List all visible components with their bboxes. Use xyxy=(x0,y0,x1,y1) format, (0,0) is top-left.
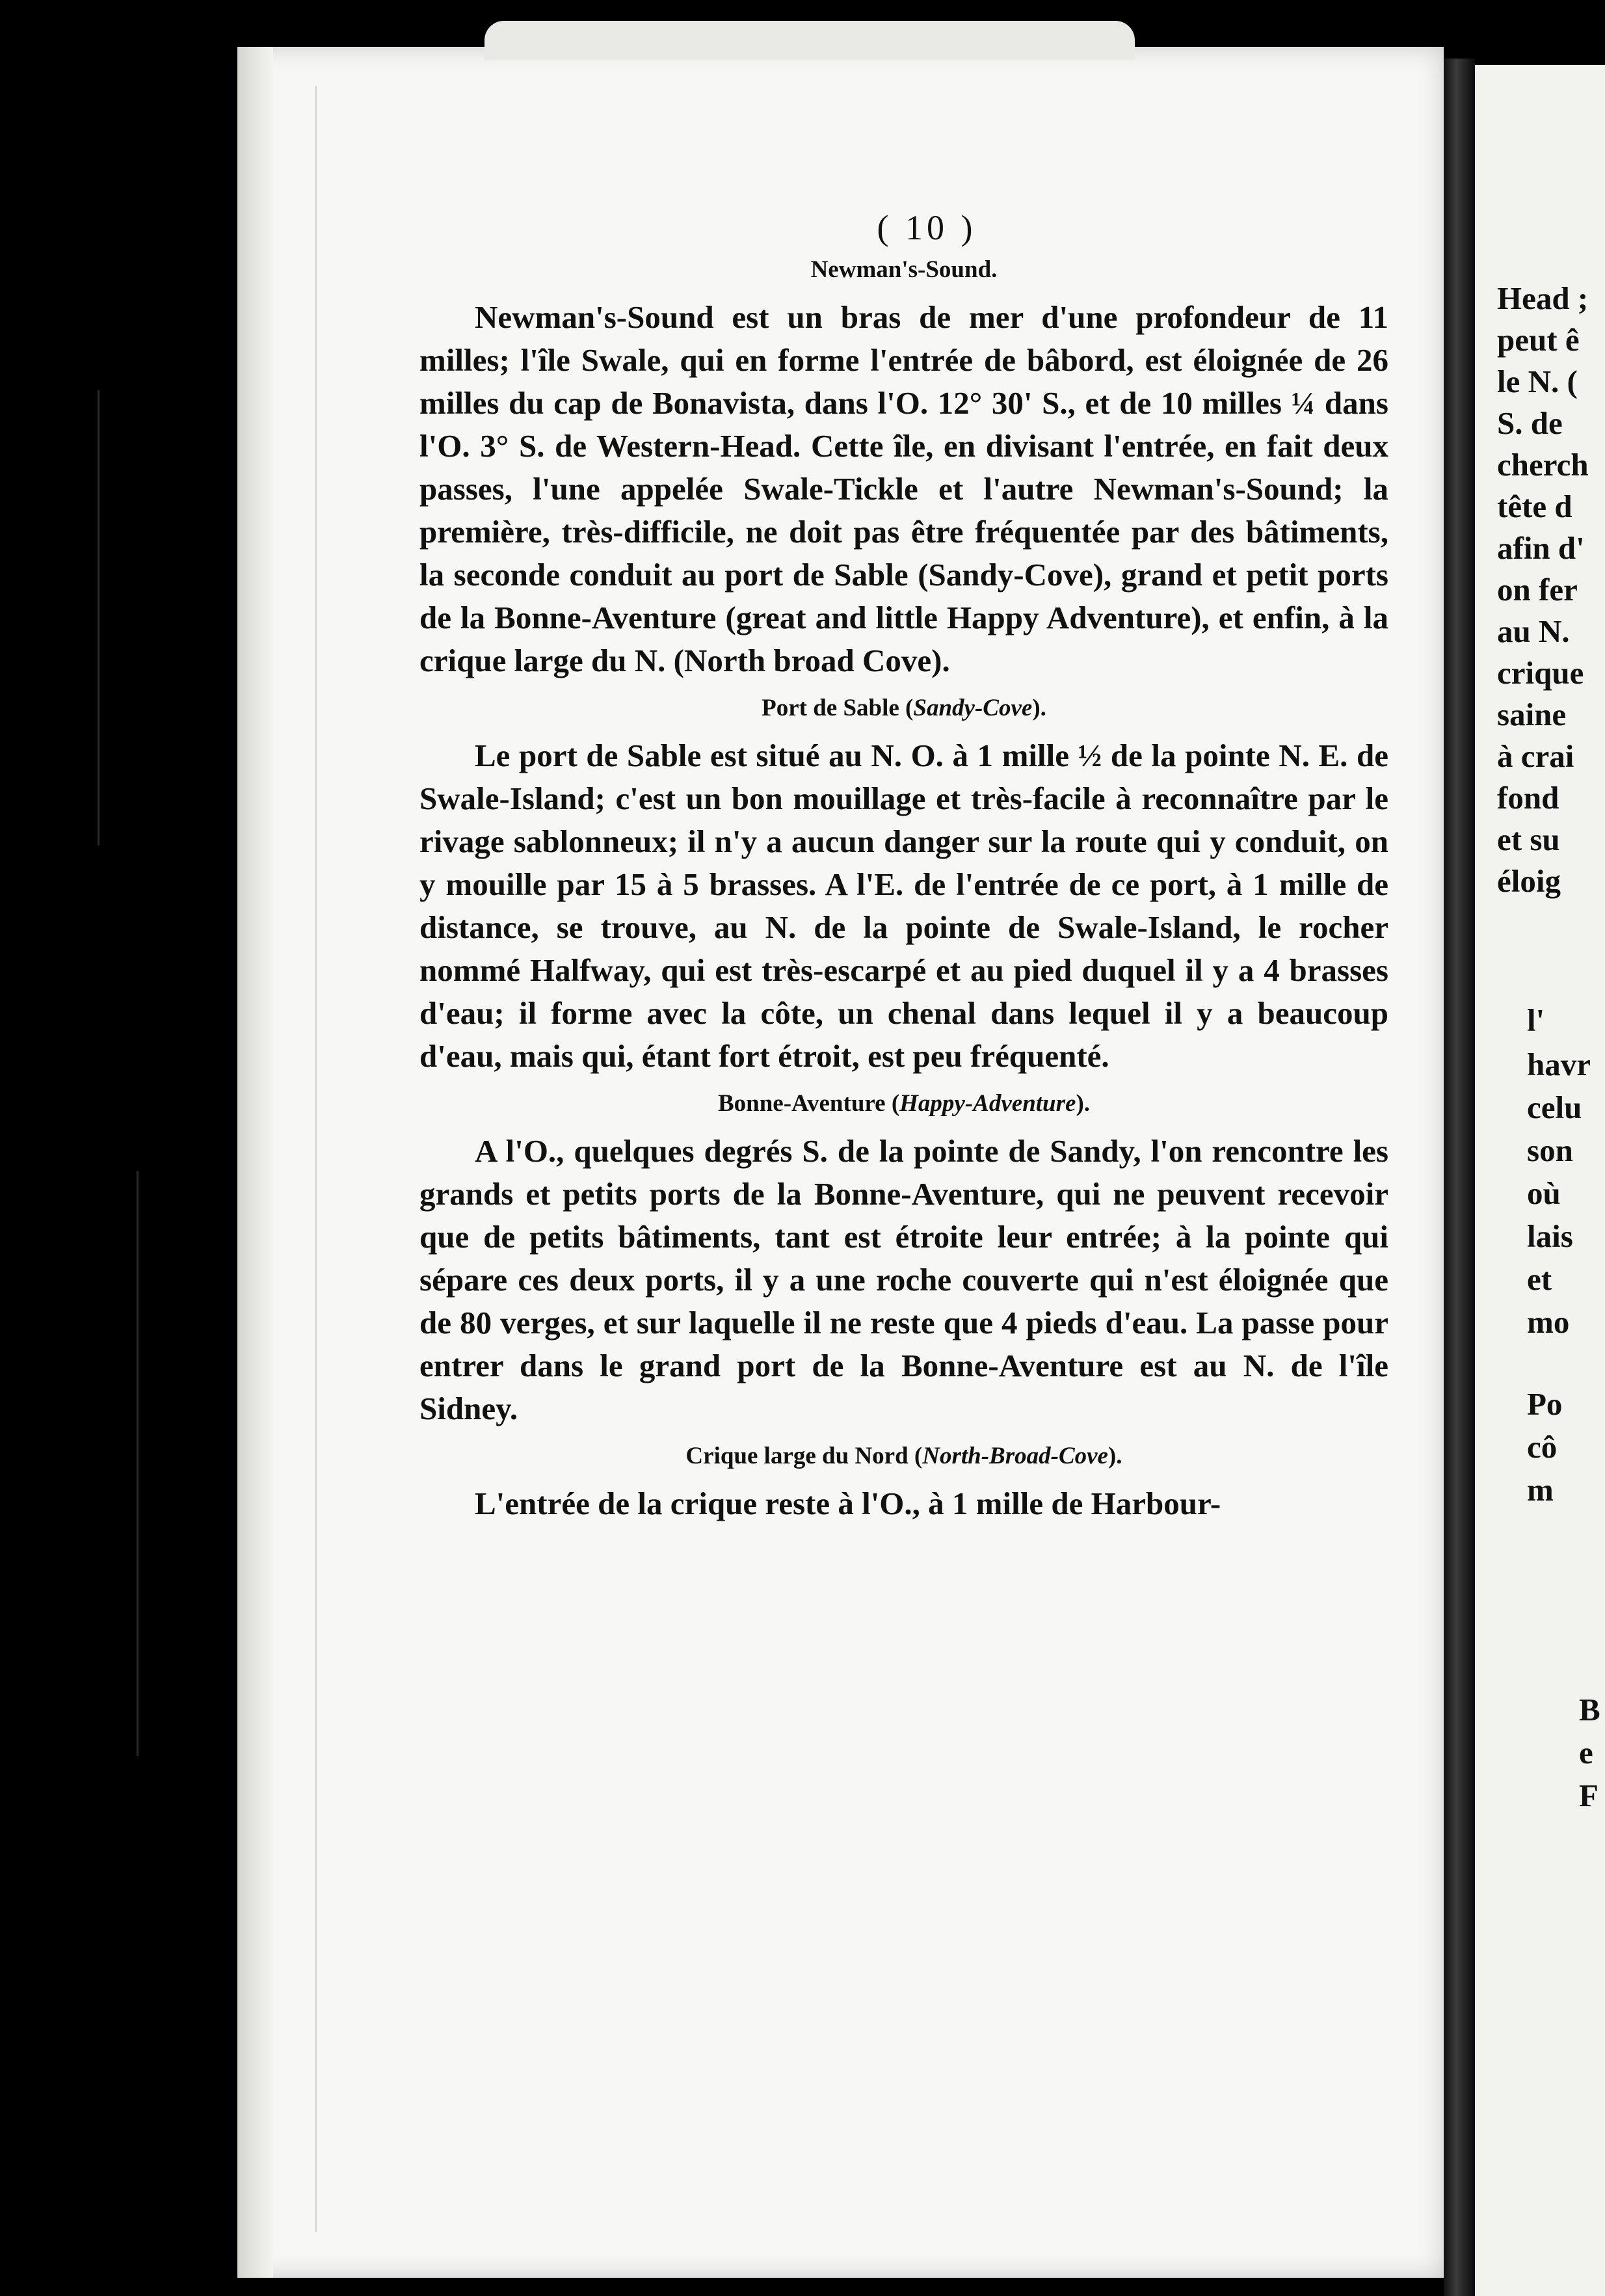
facing-page-fragment: et su xyxy=(1497,821,1560,857)
facing-page-fragment: où xyxy=(1527,1175,1561,1211)
section-heading-crique-large-du-nord xyxy=(419,1439,1388,1473)
facing-page-fragment: éloig xyxy=(1497,863,1561,899)
heading-text: Bonne-Aventure ( xyxy=(717,1090,900,1117)
facing-page-fragment: le N. ( xyxy=(1497,364,1578,399)
paragraph-newmans-sound: Newman's-Sound est un bras de mer d'une profondeur de 11 milles; l'île Swale, qui en forme l'entrée de bâbord, est éloignée de 26 milles du cap de Bonavista, dans l'O. 12° 30' S., et de 10 milles ¼ dans l'O. 3° S. de Western-Head. Cette île, en divisant l'entrée, en fait deux passes, l'une appelée Swale-Tickle et l'autre Newman's-Sound; la première, très-difficile, ne doit pas être fréquentée par des bâtiments, la seconde conduit au port de Sable (Sandy-Cove), grand et petit ports de la Bonne-Aventure (great and little Happy Adventure), et enfin, à la crique large du N. (North broad Cove). xyxy=(419,299,1388,678)
facing-page-fragment: S. de xyxy=(1497,405,1563,441)
heading-text: Port de Sable ( xyxy=(762,695,914,721)
facing-page-fragment: tête d xyxy=(1497,488,1572,524)
heading-italic-text: North-Broad-Cove xyxy=(922,1443,1108,1469)
heading-italic-text: Sandy-Cove xyxy=(913,695,1033,721)
facing-page-fragment: mo xyxy=(1527,1304,1570,1340)
heading-text: ). xyxy=(1108,1443,1122,1469)
page-fold-shadow xyxy=(237,47,273,2278)
facing-page-fragment: saine xyxy=(1497,697,1567,732)
facing-page-fragment: crique xyxy=(1497,655,1584,691)
facing-page-fragment: l' xyxy=(1527,1002,1545,1038)
facing-page-fragment: on fer xyxy=(1497,572,1578,607)
facing-page-fragment: e xyxy=(1579,1735,1593,1770)
facing-page-fragment: B xyxy=(1579,1692,1600,1728)
section-heading-bonne-aventure xyxy=(419,1087,1388,1121)
heading-text: Crique large du Nord ( xyxy=(685,1443,923,1469)
facing-page-fragment: F xyxy=(1579,1778,1598,1813)
facing-page-fragment: Po xyxy=(1527,1386,1563,1422)
section-heading-port-de-sable xyxy=(419,691,1388,725)
facing-page-fragment: au N. xyxy=(1497,613,1570,649)
page-margin-rule xyxy=(315,86,317,2232)
paragraph-crique-large-du-nord: L'entrée de la crique reste à l'O., à 1 mille de Harbour- xyxy=(475,1486,1221,1521)
scan-artifact-line xyxy=(98,390,99,846)
facing-page-fragment: à crai xyxy=(1497,738,1574,774)
facing-page-fragment: lais xyxy=(1527,1218,1573,1254)
facing-page-fragment: m xyxy=(1527,1472,1554,1508)
facing-page-fragment: peut ê xyxy=(1497,322,1580,358)
left-scan-border xyxy=(0,0,237,2296)
paragraph-port-de-sable: Le port de Sable est situé au N. O. à 1 mille ½ de la pointe N. E. de Swale-Island; c'est un bon mouillage et très-facile à reconnaître par le rivage sablonneux; il n'y a aucun danger sur la route qui y conduit, on y mouille par 15 à 5 brasses. A l'E. de l'entrée de ce port, à 1 mille de distance, se trouve, au N. de la pointe de Swale-Island, le rocher nommé Halfway, qui est très-escarpé et au pied duquel il y a 4 brasses d'eau; il forme avec la côte, un chenal dans lequel il y a beaucoup d'eau, mais qui, étant fort étroit, est peu fréquenté. xyxy=(419,738,1388,1074)
facing-page-fragment: afin d' xyxy=(1497,530,1585,566)
facing-page xyxy=(1475,65,1605,2296)
book-gutter xyxy=(1444,59,1475,2296)
page-number: ( 10 ) xyxy=(877,208,977,247)
paragraph-bonne-aventure: A l'O., quelques degrés S. de la pointe de Sandy, l'on rencontre les grands et petits ports de la Bonne-Aventure, qui ne peuvent recevoir que de petits bâtiments, tant est étroite leur entrée; à la pointe qui sépare ces deux ports, il y a une roche couverte qui n'est éloignée que de 80 verges, et sur laquelle il ne reste que 4 pieds d'eau. La passe pour entrer dans le grand port de la Bonne-Aventure est au N. de l'île Sidney. xyxy=(419,1133,1388,1426)
heading-text: ). xyxy=(1032,695,1046,721)
book-page xyxy=(237,47,1444,2278)
heading-text: ). xyxy=(1076,1090,1091,1117)
facing-page-fragment: celu xyxy=(1527,1089,1582,1125)
facing-page-fragment: fond xyxy=(1497,780,1559,816)
scan-artifact-line xyxy=(137,1171,139,1756)
facing-page-fragment: havr xyxy=(1527,1047,1591,1082)
page-torn-edge xyxy=(484,21,1135,60)
facing-page-fragment: cô xyxy=(1527,1429,1558,1465)
facing-page-fragment: son xyxy=(1527,1132,1573,1168)
facing-page-fragment: cherch xyxy=(1497,447,1589,483)
facing-page-fragment: et xyxy=(1527,1261,1552,1297)
page-text-column xyxy=(419,206,1388,1534)
section-heading-newmans-sound: Newman's-Sound. xyxy=(810,256,998,283)
facing-page-fragment: Head ; xyxy=(1497,280,1589,316)
heading-italic-text: Happy-Adventure xyxy=(899,1090,1076,1117)
